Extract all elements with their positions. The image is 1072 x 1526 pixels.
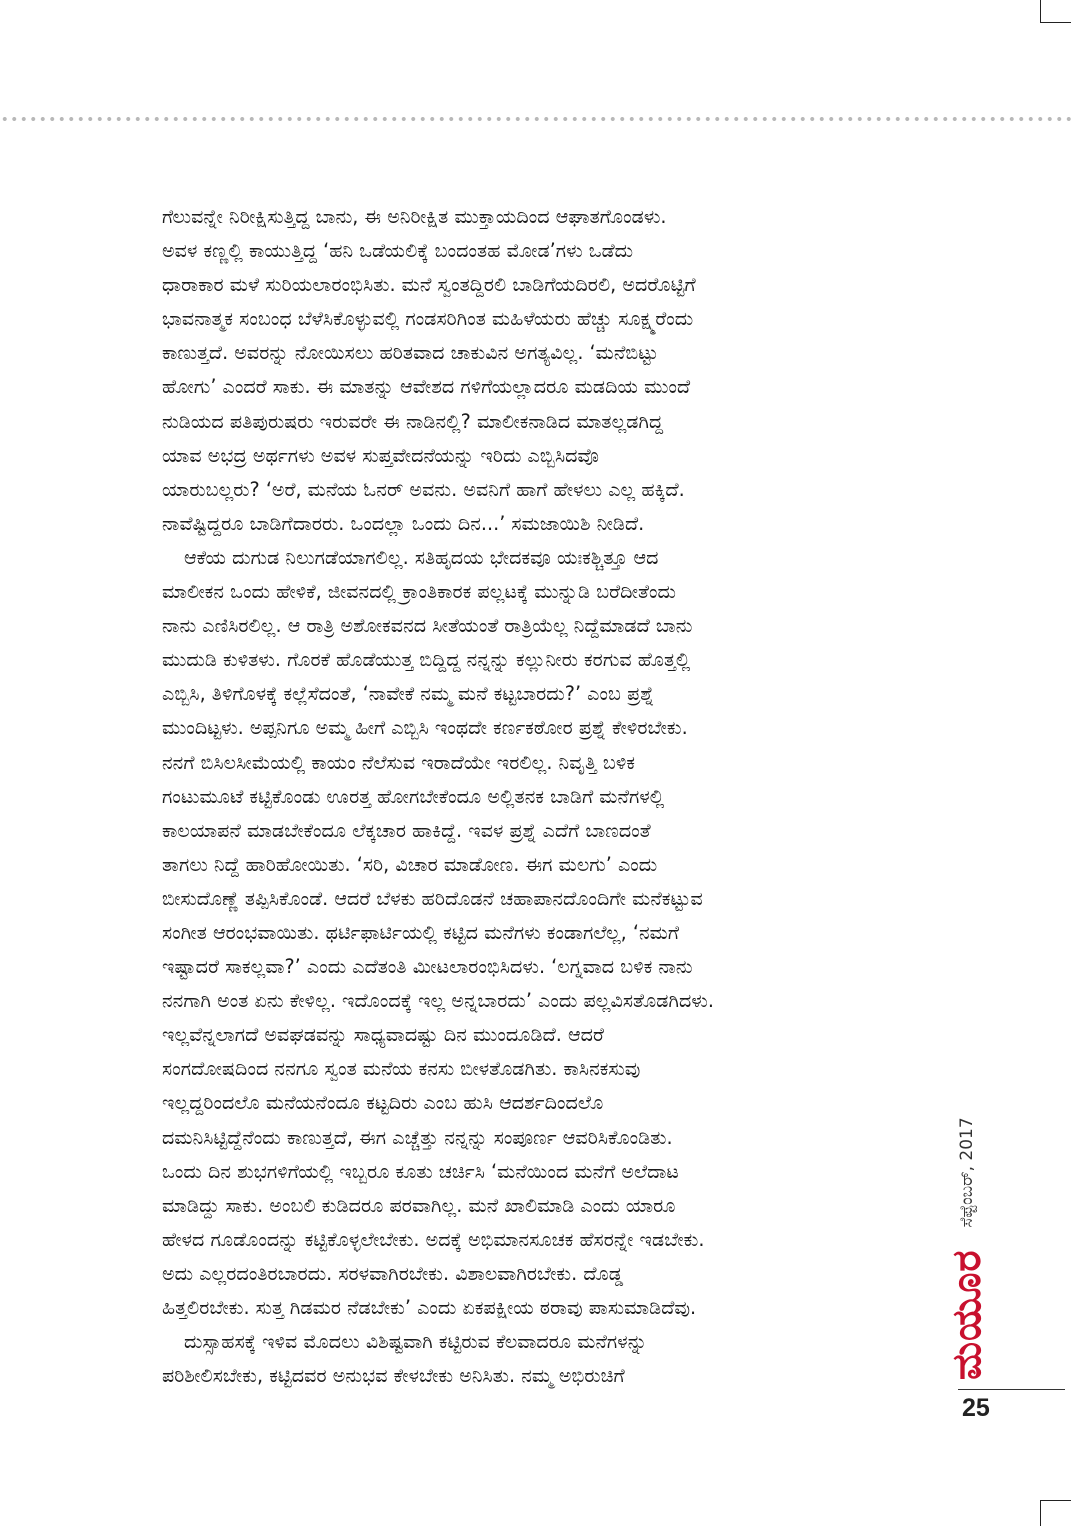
article-line: ಇಷ್ಟಾದರೆ ಸಾಕಲ್ಲವಾ?’ ಎಂದು ಎದೆತಂತಿ ಮೀಟಲಾರಂಭಿಸಿದಳು. ‘ಲಗ್ನವಾದ ಬಳಿಕ ನಾನು: [162, 955, 693, 979]
article-line: ಅದು ಎಲ್ಲರದಂತಿರಬಾರದು. ಸರಳವಾಗಿರಬೇಕು. ವಿಶಾಲವಾಗಿರಬೇಕು. ದೊಡ್ಡ: [162, 1261, 624, 1285]
article-line: ನಾವೆಷ್ಟಿದ್ದರೂ ಬಾಡಿಗೆದಾರರು. ಒಂದಲ್ಲಾ ಒಂದು ದಿನ...’ ಸಮಜಾಯಿಶಿ ನೀಡಿದೆ.: [162, 511, 645, 535]
article-line: ಇಲ್ಲವೆನ್ನಲಾಗದೆ ಅವಘಡವನ್ನು ಸಾಧ್ಯವಾದಷ್ಟು ದಿನ ಮುಂದೂಡಿದೆ. ಆದರೆ: [162, 1023, 604, 1047]
article-line: ಪರಿಶೀಲಿಸಬೇಕು, ಕಟ್ಟಿದವರ ಅನುಭವ ಕೇಳಬೇಕು ಅನಿಸಿತು. ನಮ್ಮ ಅಭಿರುಚಿಗೆ: [162, 1364, 625, 1388]
article-line: ಮಾಲೀಕನ ಒಂದು ಹೇಳಿಕೆ, ಜೀವನದಲ್ಲಿ ಕ್ರಾಂತಿಕಾರಕ ಪಲ್ಲಟಕ್ಕೆ ಮುನ್ನುಡಿ ಬರೆದೀತೆಂದು: [162, 580, 676, 604]
article-line: ಮುಂದಿಟ್ಟಳು. ಅಪ್ಪನಿಗೂ ಅಮ್ಮ ಹೀಗೆ ಎಬ್ಬಿಸಿ ಇಂಥದೇ ಕರ್ಣಕಠೋರ ಪ್ರಶ್ನೆ ಕೇಳಿರಬೇಕು.: [162, 716, 688, 740]
article-line: ಸಂಗದೋಷದಿಂದ ನನಗೂ ಸ್ವಂತ ಮನೆಯ ಕನಸು ಬೀಳತೊಡಗಿತು. ಕಾಸಿನಕಸುವು: [162, 1057, 641, 1081]
article-line: ನನಗಾಗಿ ಅಂತ ಏನು ಕೇಳಿಲ್ಲ. ಇದೊಂದಕ್ಕೆ ಇಲ್ಲ ಅನ್ನಬಾರದು’ ಎಂದು ಪಲ್ಲವಿಸತೊಡಗಿದಳು.: [162, 989, 714, 1013]
article-line: ಯಾವ ಅಭದ್ರ ಅರ್ಥಗಳು ಅವಳ ಸುಪ್ತವೇದನೆಯನ್ನು ಇರಿದು ಎಬ್ಬಿಸಿದವೊ: [162, 443, 599, 467]
article-line: ಮುದುಡಿ ಕುಳಿತಳು. ಗೊರಕೆ ಹೊಡೆಯುತ್ತ ಬಿದ್ದಿದ್ದ ನನ್ನನ್ನು ಕಲ್ಲುನೀರು ಕರಗುವ ಹೊತ್ತಲ್ಲಿ: [162, 648, 691, 672]
crop-mark-top: [1040, 0, 1071, 23]
article-line: ದುಸ್ಸಾಹಸಕ್ಕೆ ಇಳಿವ ಮೊದಲು ವಿಶಿಷ್ಟವಾಗಿ ಕಟ್ಟಿರುವ ಕೆಲವಾದರೂ ಮನೆಗಳನ್ನು: [184, 1330, 648, 1354]
article-line: ಹಿತ್ತಲಿರಬೇಕು. ಸುತ್ತ ಗಿಡಮರ ನೆಡಬೇಕು’ ಎಂದು ಏಕಪಕ್ಷೀಯ ಠರಾವು ಪಾಸುಮಾಡಿದೆವು.: [162, 1296, 697, 1319]
article-line: ನುಡಿಯದ ಪತಿಪುರುಷರು ಇರುವರೇ ಈ ನಾಡಿನಲ್ಲಿ? ಮಾಲೀಕನಾಡಿದ ಮಾತಲ್ಲಡಗಿದ್ದ: [162, 409, 664, 433]
article-line: ನಾನು ಎಣಿಸಿರಲಿಲ್ಲ. ಆ ರಾತ್ರಿ ಅಶೋಕವನದ ಸೀತೆಯಂತೆ ರಾತ್ರಿಯೆಲ್ಲ ನಿದ್ದೆಮಾಡದೆ ಬಾನು: [162, 614, 693, 638]
article-line: ಭಾವನಾತ್ಮಕ ಸಂಬಂಧ ಬೆಳೆಸಿಕೊಳ್ಳುವಲ್ಲಿ ಗಂಡಸರಿಗಿಂತ ಮಹಿಳೆಯರು ಹೆಚ್ಚು ಸೂಕ್ಷ್ಮರೆಂದು: [162, 307, 694, 331]
article-line: ದಮನಿಸಿಟ್ಟಿದ್ದೆನೆಂದು ಕಾಣುತ್ತದೆ, ಈಗ ಎಚ್ಚೆತ್ತು ನನ್ನನ್ನು ಸಂಪೂರ್ಣ ಆವರಿಸಿಕೊಂಡಿತು.: [162, 1125, 673, 1149]
magazine-logo: ಮಯೂರ: [943, 1249, 990, 1380]
article-line: ಇಲ್ಲದ್ದರಿಂದಲೊ ಮನೆಯನೆಂದೂ ಕಟ್ಟದಿರು ಎಂಬ ಹುಸಿ ಆದರ್ಶದಿಂದಲೊ: [162, 1091, 604, 1115]
article-line: ತಾಗಲು ನಿದ್ದೆ ಹಾರಿಹೋಯಿತು. ‘ಸರಿ, ವಿಚಾರ ಮಾಡೋಣ. ಈಗ ಮಲಗು’ ಎಂದು: [162, 852, 658, 876]
article-line: ಕಾಣುತ್ತದೆ. ಅವರನ್ನು ನೋಯಿಸಲು ಹರಿತವಾದ ಚಾಕುವಿನ ಅಗತ್ಯವಿಲ್ಲ. ‘ಮನೆಬಿಟ್ಟು: [162, 341, 659, 365]
running-footer: [943, 1117, 990, 1380]
dotted-header-rule: [0, 116, 1072, 122]
article-line: ಗೆಲುವನ್ನೇ ನಿರೀಕ್ಷಿಸುತ್ತಿದ್ದ ಬಾನು, ಈ ಅನಿರೀಕ್ಷಿತ ಮುಕ್ತಾಯದಿಂದ ಆಘಾತಗೊಂಡಳು.: [162, 205, 667, 228]
article-line: ಎಬ್ಬಿಸಿ, ತಿಳಿಗೊಳಕ್ಕೆ ಕಲ್ಲೆಸೆದಂತೆ, ‘ನಾವೇಕೆ ನಮ್ಮ ಮನೆ ಕಟ್ಟಬಾರದು?’ ಎಂಬ ಪ್ರಶ್ನೆ: [162, 682, 655, 706]
article-body: [162, 200, 922, 1393]
page-number: 25: [962, 1394, 990, 1422]
article-line: ಒಂದು ದಿನ ಶುಭಗಳಿಗೆಯಲ್ಲಿ ಇಬ್ಬರೂ ಕೂತು ಚರ್ಚಿಸಿ ‘ಮನೆಯಿಂದ ಮನೆಗೆ ಅಲೆದಾಟ: [162, 1159, 679, 1183]
crop-mark-bottom: [1040, 1500, 1071, 1526]
article-line: ಕಾಲಯಾಪನೆ ಮಾಡಬೇಕೆಂದೂ ಲೆಕ್ಕಚಾರ ಹಾಕಿದ್ದೆ. ಇವಳ ಪ್ರಶ್ನೆ ಎದೆಗೆ ಬಾಣದಂತೆ: [162, 818, 651, 842]
folio-rule: [958, 1389, 1065, 1390]
article-line: ಗಂಟುಮೂಟೆ ಕಟ್ಟಿಕೊಂಡು ಊರತ್ತ ಹೋಗಬೇಕೆಂದೂ ಅಲ್ಲಿತನಕ ಬಾಡಿಗೆ ಮನೆಗಳಲ್ಲಿ: [162, 784, 665, 808]
article-line: ಬೀಸುದೊಣ್ಣೆ ತಪ್ಪಿಸಿಕೊಂಡೆ. ಆದರೆ ಬೆಳಕು ಹರಿದೊಡನೆ ಚಹಾಪಾನದೊಂದಿಗೇ ಮನೆಕಟ್ಟುವ: [162, 886, 703, 910]
article-line: ನನಗೆ ಬಿಸಿಲಸೀಮೆಯಲ್ಲಿ ಕಾಯಂ ನೆಲೆಸುವ ಇರಾದೆಯೇ ಇರಲಿಲ್ಲ. ನಿವೃತ್ತಿ ಬಳಿಕ: [162, 750, 635, 774]
issue-date: ಸೆಪ್ಟೆಂಬರ್, 2017: [956, 1117, 977, 1228]
article-line: ಹೋಗು’ ಎಂದರೆ ಸಾಕು. ಈ ಮಾತನ್ನು ಆವೇಶದ ಗಳಿಗೆಯಲ್ಲಾದರೂ ಮಡದಿಯ ಮುಂದೆ: [162, 375, 691, 399]
article-line: ಹೇಳದ ಗೂಡೊಂದನ್ನು ಕಟ್ಟಿಕೊಳ್ಳಲೇಬೇಕು. ಅದಕ್ಕೆ ಅಭಿಮಾನಸೂಚಕ ಹೆಸರನ್ನೇ ಇಡಬೇಕು.: [162, 1227, 705, 1251]
article-line: ಸಂಗೀತ ಆರಂಭವಾಯಿತು. ಥರ್ಟಿಫಾರ್ಟಿಯಲ್ಲಿ ಕಟ್ಟಿದ ಮನೆಗಳು ಕಂಡಾಗಲೆಲ್ಲ, ‘ನಮಗೆ: [162, 920, 680, 944]
article-line: ಆಕೆಯ ದುಗುಡ ನಿಲುಗಡೆಯಾಗಲಿಲ್ಲ. ಸತಿಹೃದಯ ಭೇದಕವೂ ಯಃಕಶ್ಚಿತ್ತೂ ಆದ: [184, 545, 659, 569]
article-line: ಧಾರಾಕಾರ ಮಳೆ ಸುರಿಯಲಾರಂಭಿಸಿತು. ಮನೆ ಸ್ವಂತದ್ದಿರಲಿ ಬಾಡಿಗೆಯದಿರಲಿ, ಅದರೊಟ್ಟಿಗೆ: [162, 273, 696, 297]
article-line: ಅವಳ ಕಣ್ಣಲ್ಲಿ ಕಾಯುತ್ತಿದ್ದ ‘ಹನಿ ಒಡೆಯಲಿಕ್ಕೆ ಬಂದಂತಹ ಮೋಡ’ಗಳು ಒಡೆದು: [162, 239, 634, 263]
article-line: ಯಾರುಬಲ್ಲರು? ‘ಅರೆ, ಮನೆಯ ಓನರ್ ಅವನು. ಅವನಿಗೆ ಹಾಗೆ ಹೇಳಲು ಎಲ್ಲ ಹಕ್ಕಿದೆ.: [162, 477, 685, 501]
article-line: ಮಾಡಿದ್ದು ಸಾಕು. ಅಂಬಲಿ ಕುಡಿದರೂ ಪರವಾಗಿಲ್ಲ. ಮನೆ ಖಾಲಿಮಾಡಿ ಎಂದು ಯಾರೂ: [162, 1193, 676, 1217]
